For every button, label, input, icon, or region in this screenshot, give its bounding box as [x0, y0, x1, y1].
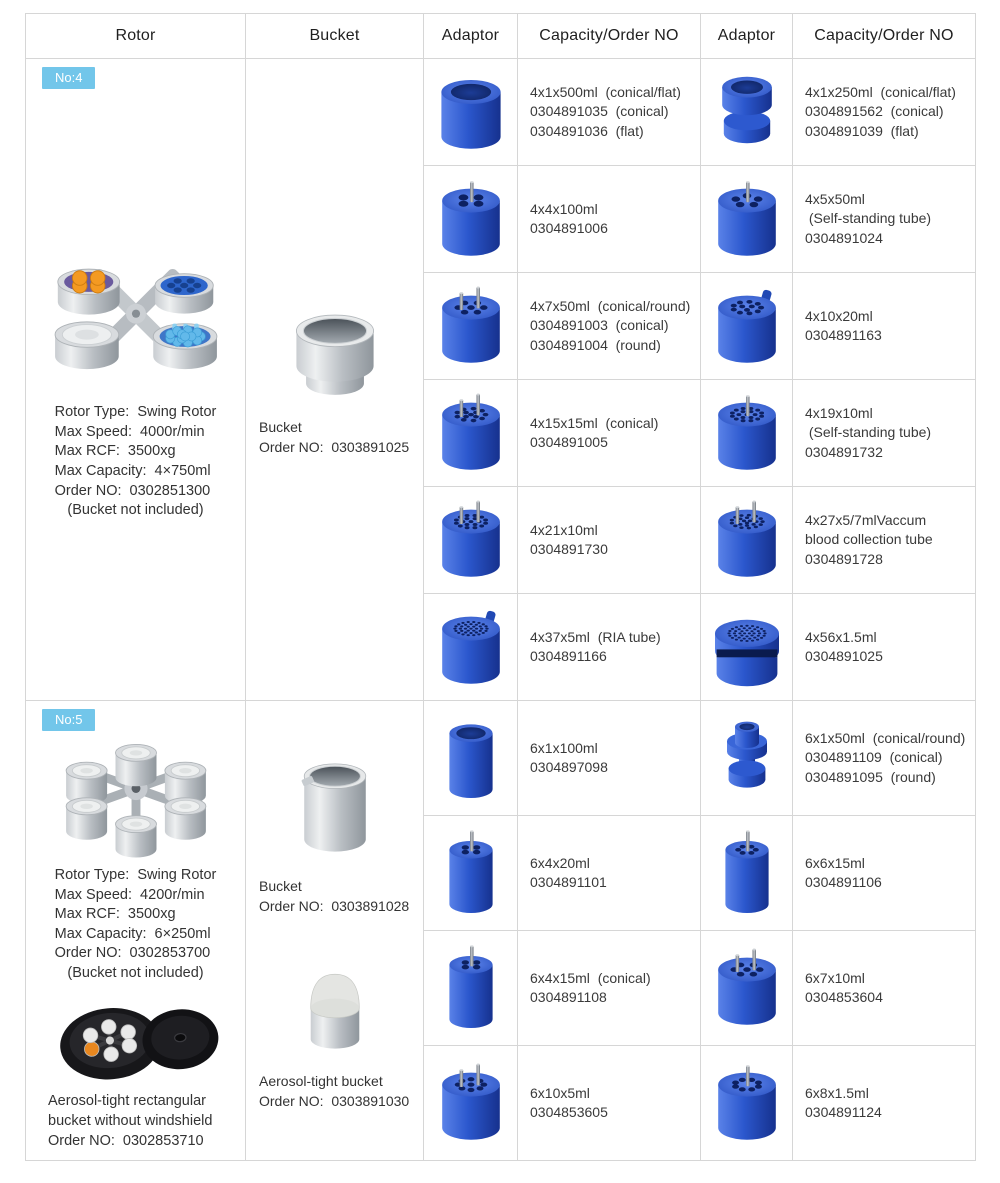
bucket-cell-no4: [246, 59, 424, 701]
aerosol-rotor-image: [47, 993, 225, 1090]
capacity-line: 0304891562 (conical): [805, 103, 944, 120]
swing-rotor-6-image: [38, 717, 234, 860]
bucket-text: [246, 877, 423, 917]
max-speed-line: Max Speed: 4000r/min: [54, 423, 205, 440]
capacity-line: 0304891730: [530, 541, 608, 557]
header-adaptor-1-label: Adaptor: [441, 27, 500, 44]
capacity-line: 4x37x5ml (RIA tube): [530, 628, 661, 645]
header-bucket-label: Bucket: [309, 27, 360, 44]
adaptor-cell: [424, 487, 518, 594]
adaptor-cell: [424, 380, 518, 487]
capacity-line: 6x4x15ml (conical): [530, 969, 651, 986]
capacity-line: 4x19x10ml: [805, 405, 873, 422]
max-capacity-line: Max Capacity: 6×250ml: [54, 925, 211, 942]
capacity-line: 0304891166: [530, 648, 607, 664]
capacity-cell: [518, 166, 701, 273]
adaptor-image: [707, 496, 787, 584]
capacity-cell: [793, 701, 976, 816]
bucket-cell-no5: [246, 701, 424, 1161]
adaptor-cell: [424, 59, 518, 166]
capacity-cell: [518, 59, 701, 166]
aerosol-line: bucket without windshield: [48, 1112, 213, 1129]
capacity-line: 0304891124: [805, 1104, 882, 1120]
adaptor-cell: [424, 166, 518, 273]
capacity-cell: [518, 594, 701, 701]
capacity-cell: [518, 380, 701, 487]
rotor-specs: [55, 403, 217, 520]
header-adaptor-2-label: Adaptor: [717, 27, 776, 44]
adaptor-cell: [701, 594, 793, 701]
bucket-block: [246, 749, 423, 917]
header-adaptor-2: [701, 14, 793, 59]
adaptor-cell: [701, 380, 793, 487]
capacity-line: 6x4x20ml: [530, 854, 590, 871]
adaptor-image: [707, 389, 787, 477]
bucket-image: [278, 301, 392, 402]
capacity-line: 0304891728: [805, 550, 883, 567]
capacity-line: 6x7x10ml: [805, 969, 865, 986]
swing-rotor-4-image: [36, 238, 236, 393]
capacity-line: 0304891025: [805, 648, 883, 664]
adaptor-cell: [701, 487, 793, 594]
capacity-line: 0304891095 (round): [805, 768, 936, 785]
capacity-cell: [793, 594, 976, 701]
capacity-line: 0304891024: [805, 229, 883, 246]
adaptor-cell: [701, 701, 793, 816]
capacity-line: blood collection tube: [805, 531, 933, 548]
adaptor-image: [707, 68, 787, 156]
capacity-cell: [518, 487, 701, 594]
rotor-cell-no5: [26, 701, 246, 1161]
header-capacity-1-label: Capacity/Order NO: [539, 27, 679, 44]
bucket-image: [285, 753, 385, 861]
capacity-line: 4x1x250ml (conical/flat): [805, 84, 956, 101]
capacity-line: 6x8x1.5ml: [805, 1084, 869, 1101]
capacity-cell: [793, 1046, 976, 1161]
adaptor-cell: [701, 931, 793, 1046]
header-adaptor-1: [424, 14, 518, 59]
bucket-order-no: Order NO: 0303891030: [259, 1093, 410, 1110]
bucket-note-line: (Bucket not included): [67, 964, 204, 981]
capacity-line: 6x6x15ml: [805, 854, 865, 871]
capacity-line: 0304891039 (flat): [805, 122, 919, 139]
header-capacity-1: [518, 14, 701, 59]
bucket-order-no: Order NO: 0303891025: [259, 439, 410, 455]
adaptor-image: [431, 944, 511, 1032]
capacity-line: 6x1x50ml (conical/round): [805, 730, 966, 747]
rotor-type-line: Rotor Type: Swing Rotor: [54, 404, 217, 421]
bucket-block: [246, 301, 423, 458]
capacity-line: 4x10x20ml: [805, 307, 873, 324]
capacity-line: 0304891109 (conical): [805, 749, 943, 766]
adaptor-cell: [701, 816, 793, 931]
capacity-line: 6x1x100ml: [530, 739, 598, 756]
adaptor-image: [707, 944, 787, 1032]
capacity-line: 0304891101: [530, 874, 607, 890]
adaptor-cell: [424, 594, 518, 701]
aerosol-order-no: Order NO: 0302853710: [48, 1132, 204, 1149]
adaptor-image: [707, 282, 787, 370]
adaptor-image: [431, 714, 511, 802]
capacity-line: 0304891106: [805, 874, 882, 890]
capacity-line: 0304891003 (conical): [530, 317, 669, 334]
max-speed-line: Max Speed: 4200r/min: [54, 886, 205, 903]
capacity-line: 0304891035 (conical): [530, 103, 669, 120]
rotor-number-badge: No:4: [42, 67, 95, 89]
adaptor-cell: [701, 273, 793, 380]
adaptor-cell: [424, 273, 518, 380]
bucket-note-line: (Bucket not included): [67, 502, 204, 519]
rotor-specs: [55, 866, 217, 983]
adaptor-image: [431, 389, 511, 477]
capacity-cell: [518, 931, 701, 1046]
adaptor-image: [707, 1059, 787, 1147]
capacity-line: 4x56x1.5ml: [805, 628, 877, 645]
adaptor-image: [431, 68, 511, 156]
bucket-label: Bucket: [259, 419, 302, 436]
bucket-text: [246, 1072, 423, 1112]
capacity-cell: [793, 166, 976, 273]
header-capacity-2: [793, 14, 976, 59]
adaptor-image: [707, 714, 787, 802]
rotor-cell-no4: [26, 59, 246, 701]
capacity-cell: [793, 273, 976, 380]
capacity-line: 4x1x500ml (conical/flat): [530, 84, 681, 101]
rotor-number-badge: No:5: [42, 709, 95, 731]
capacity-line: 0304891163: [805, 327, 882, 343]
adaptor-cell: [424, 816, 518, 931]
order-no-line: Order NO: 0302853700: [54, 945, 211, 962]
adaptor-image: [431, 175, 511, 263]
capacity-line: 0304853605: [530, 1104, 608, 1120]
capacity-cell: [793, 487, 976, 594]
capacity-line: 0304853604: [805, 989, 883, 1005]
adaptor-image: [707, 175, 787, 263]
bucket-label: Aerosol-tight bucket: [259, 1073, 383, 1090]
order-no-line: Order NO: 0302851300: [54, 482, 211, 499]
capacity-line: 4x5x50ml: [805, 191, 865, 208]
adaptor-image: [431, 829, 511, 917]
capacity-line: (Self-standing tube): [805, 210, 932, 227]
rotor-type-line: Rotor Type: Swing Rotor: [54, 867, 217, 883]
capacity-cell: [793, 816, 976, 931]
header-rotor-label: Rotor: [115, 27, 156, 44]
capacity-line: (Self-standing tube): [805, 424, 932, 441]
adaptor-cell: [424, 931, 518, 1046]
capacity-line: 0304891108: [530, 989, 607, 1005]
capacity-line: 0304891005: [530, 434, 608, 450]
adaptor-image: [707, 603, 787, 691]
capacity-line: 0304897098: [530, 759, 608, 775]
bucket-block: [246, 964, 423, 1112]
capacity-cell: [518, 1046, 701, 1161]
capacity-line: 4x21x10ml: [530, 521, 598, 538]
aerosol-rotor-text: [26, 1092, 245, 1151]
capacity-cell: [793, 380, 976, 487]
capacity-line: 4x7x50ml (conical/round): [530, 298, 691, 315]
adaptor-cell: [701, 59, 793, 166]
aerosol-line: Aerosol-tight rectangular: [48, 1093, 206, 1110]
adaptor-cell: [701, 1046, 793, 1161]
capacity-line: 4x15x15ml (conical): [530, 414, 659, 431]
adaptor-cell: [424, 701, 518, 816]
aerosol-bucket-image: [287, 964, 383, 1056]
max-capacity-line: Max Capacity: 4×750ml: [54, 463, 211, 479]
adaptor-cell: [424, 1046, 518, 1161]
adaptor-image: [431, 282, 511, 370]
adaptor-image: [431, 496, 511, 584]
adaptor-image: [431, 603, 511, 691]
adaptor-image: [431, 1059, 511, 1147]
capacity-line: 0304891004 (round): [530, 336, 661, 353]
capacity-cell: [518, 273, 701, 380]
capacity-line: 0304891036 (flat): [530, 122, 644, 139]
bucket-label: Bucket: [259, 877, 302, 894]
bucket-text: [246, 418, 423, 458]
capacity-line: 4x4x100ml: [530, 200, 598, 217]
header-rotor: [26, 14, 246, 59]
capacity-line: 4x27x5/7mlVaccum: [805, 512, 927, 529]
adaptor-image: [707, 829, 787, 917]
capacity-cell: [518, 816, 701, 931]
capacity-line: 6x10x5ml: [530, 1084, 590, 1101]
bucket-order-no: Order NO: 0303891028: [259, 897, 410, 914]
capacity-cell: [793, 59, 976, 166]
header-bucket: [246, 14, 424, 59]
adaptor-cell: [701, 166, 793, 273]
max-rcf-line: Max RCF: 3500xg: [54, 906, 176, 923]
accessories-table: [25, 13, 976, 1161]
capacity-line: 0304891006: [530, 220, 608, 236]
capacity-cell: [793, 931, 976, 1046]
capacity-cell: [518, 701, 701, 816]
capacity-line: 0304891732: [805, 443, 883, 460]
max-rcf-line: Max RCF: 3500xg: [54, 443, 176, 460]
header-capacity-2-label: Capacity/Order NO: [814, 27, 954, 44]
